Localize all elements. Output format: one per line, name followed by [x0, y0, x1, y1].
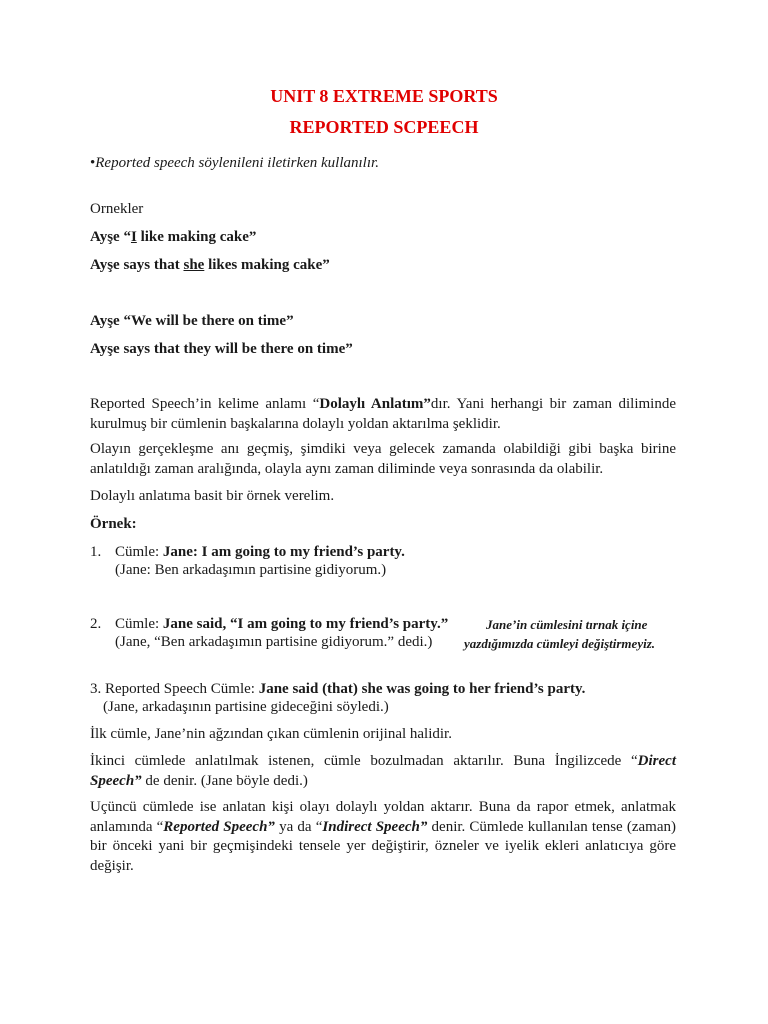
- intro-text: Reported speech söylenileni iletirken kullanılır.: [95, 155, 379, 171]
- bullet-icon: •: [90, 155, 96, 171]
- list-item-1: [115, 543, 405, 562]
- bold-term: Reported Speech”: [163, 818, 275, 835]
- page-subtitle: REPORTED SCPEECH: [289, 117, 479, 137]
- text-fragment: likes making cake”: [204, 257, 330, 273]
- list-item-3: [90, 680, 585, 699]
- list-item-1-translation: (Jane: Ben arkadaşımın partisine gidiyorum.): [115, 562, 387, 578]
- text-fragment: Ayşe “: [90, 229, 131, 245]
- text-fragment: Cümle:: [115, 616, 163, 632]
- paragraph-timing: Olayın gerçekleşme anı geçmiş, şimdiki veya gelecek zamanda olabildiği gibi başka birine anlatıldığı zaman aralığında, olayla aynı zaman diliminde veya sonrasında da olabilir.: [90, 441, 676, 477]
- intro-line: [90, 154, 379, 173]
- example1-reported: [90, 256, 330, 275]
- list-item-2-translation: (Jane, “Ben arkadaşımın partisine gidiyorum.” dedi.): [115, 634, 433, 650]
- text-fragment: denir. Cümlede kullanılan tense (zaman) bir önceki yani bir geçmişindeki tensele yer değiştirir, özneler ve iyelik ekleri anlatıcıya göre değişir.: [90, 818, 676, 874]
- list-item-2-note-line-2: yazdığımızda cümleyi değiştirmeyiz.: [464, 636, 656, 651]
- example2-reported: Ayşe says that they will be there on time”: [90, 341, 353, 357]
- ornek-heading: Örnek:: [90, 516, 137, 532]
- bold-term: Dolaylı Anlatım”: [319, 396, 431, 412]
- text-fragment: like making cake”: [136, 229, 257, 245]
- list-item-2-note-line-1: Jane’in cümlesini tırnak içine: [486, 617, 648, 632]
- paragraph-example-intro: Dolaylı anlatıma basit bir örnek verelim.: [90, 488, 335, 504]
- list-item-2-number: 2.: [90, 616, 102, 632]
- page-title: UNIT 8 EXTREME SPORTS: [270, 86, 498, 106]
- list-item-1-number: 1.: [90, 544, 102, 560]
- example1-direct: [90, 228, 256, 247]
- explanation-first: İlk cümle, Jane’nin ağzından çıkan cümlenin orijinal halidir.: [90, 726, 452, 742]
- explanation-third: [90, 798, 676, 876]
- bold-sentence: Jane said, “I am going to my friend’s party.”: [162, 616, 449, 632]
- text-fragment: ya da “: [274, 818, 323, 835]
- text-fragment: İkinci cümlede anlatılmak istenen, cümle bozulmadan aktarılır. Buna İngilizcede “: [90, 753, 638, 769]
- bold-sentence: Jane: I am going to my friend’s party.: [162, 544, 405, 560]
- examples-heading: Ornekler: [90, 201, 144, 217]
- bold-sentence: Jane said (that) she was going to her friend’s party.: [258, 681, 586, 697]
- underlined-word: she: [183, 257, 205, 273]
- bold-term: Direct Speech”: [90, 753, 676, 789]
- example2-direct: Ayşe “We will be there on time”: [90, 313, 294, 329]
- text-fragment: 3. Reported Speech Cümle:: [90, 681, 259, 697]
- text-fragment: Uçüncü cümlede ise anlatan kişi olayı dolaylı yoldan aktarır. Buna da rapor etmek, anlatmak anlamında “: [90, 799, 676, 835]
- list-item-3-translation: (Jane, arkadaşının partisine gideceğini söyledi.): [103, 699, 389, 715]
- bold-term: Indirect Speech”: [322, 818, 428, 835]
- underlined-word: I: [130, 229, 137, 245]
- paragraph-definition: [90, 395, 676, 434]
- text-fragment: Cümle:: [115, 544, 163, 560]
- text-fragment: dır. Yani herhangi bir zaman diliminde kurulmuş bir cümlenin başkalarına dolaylı yoldan aktarılma şeklidir.: [90, 396, 676, 432]
- text-fragment: Ayşe says that: [90, 257, 184, 273]
- list-item-2: [115, 615, 448, 634]
- explanation-second: [90, 752, 676, 791]
- text-fragment: de denir. (Jane böyle dedi.): [141, 772, 308, 789]
- text-fragment: Reported Speech’in kelime anlamı “: [90, 396, 320, 412]
